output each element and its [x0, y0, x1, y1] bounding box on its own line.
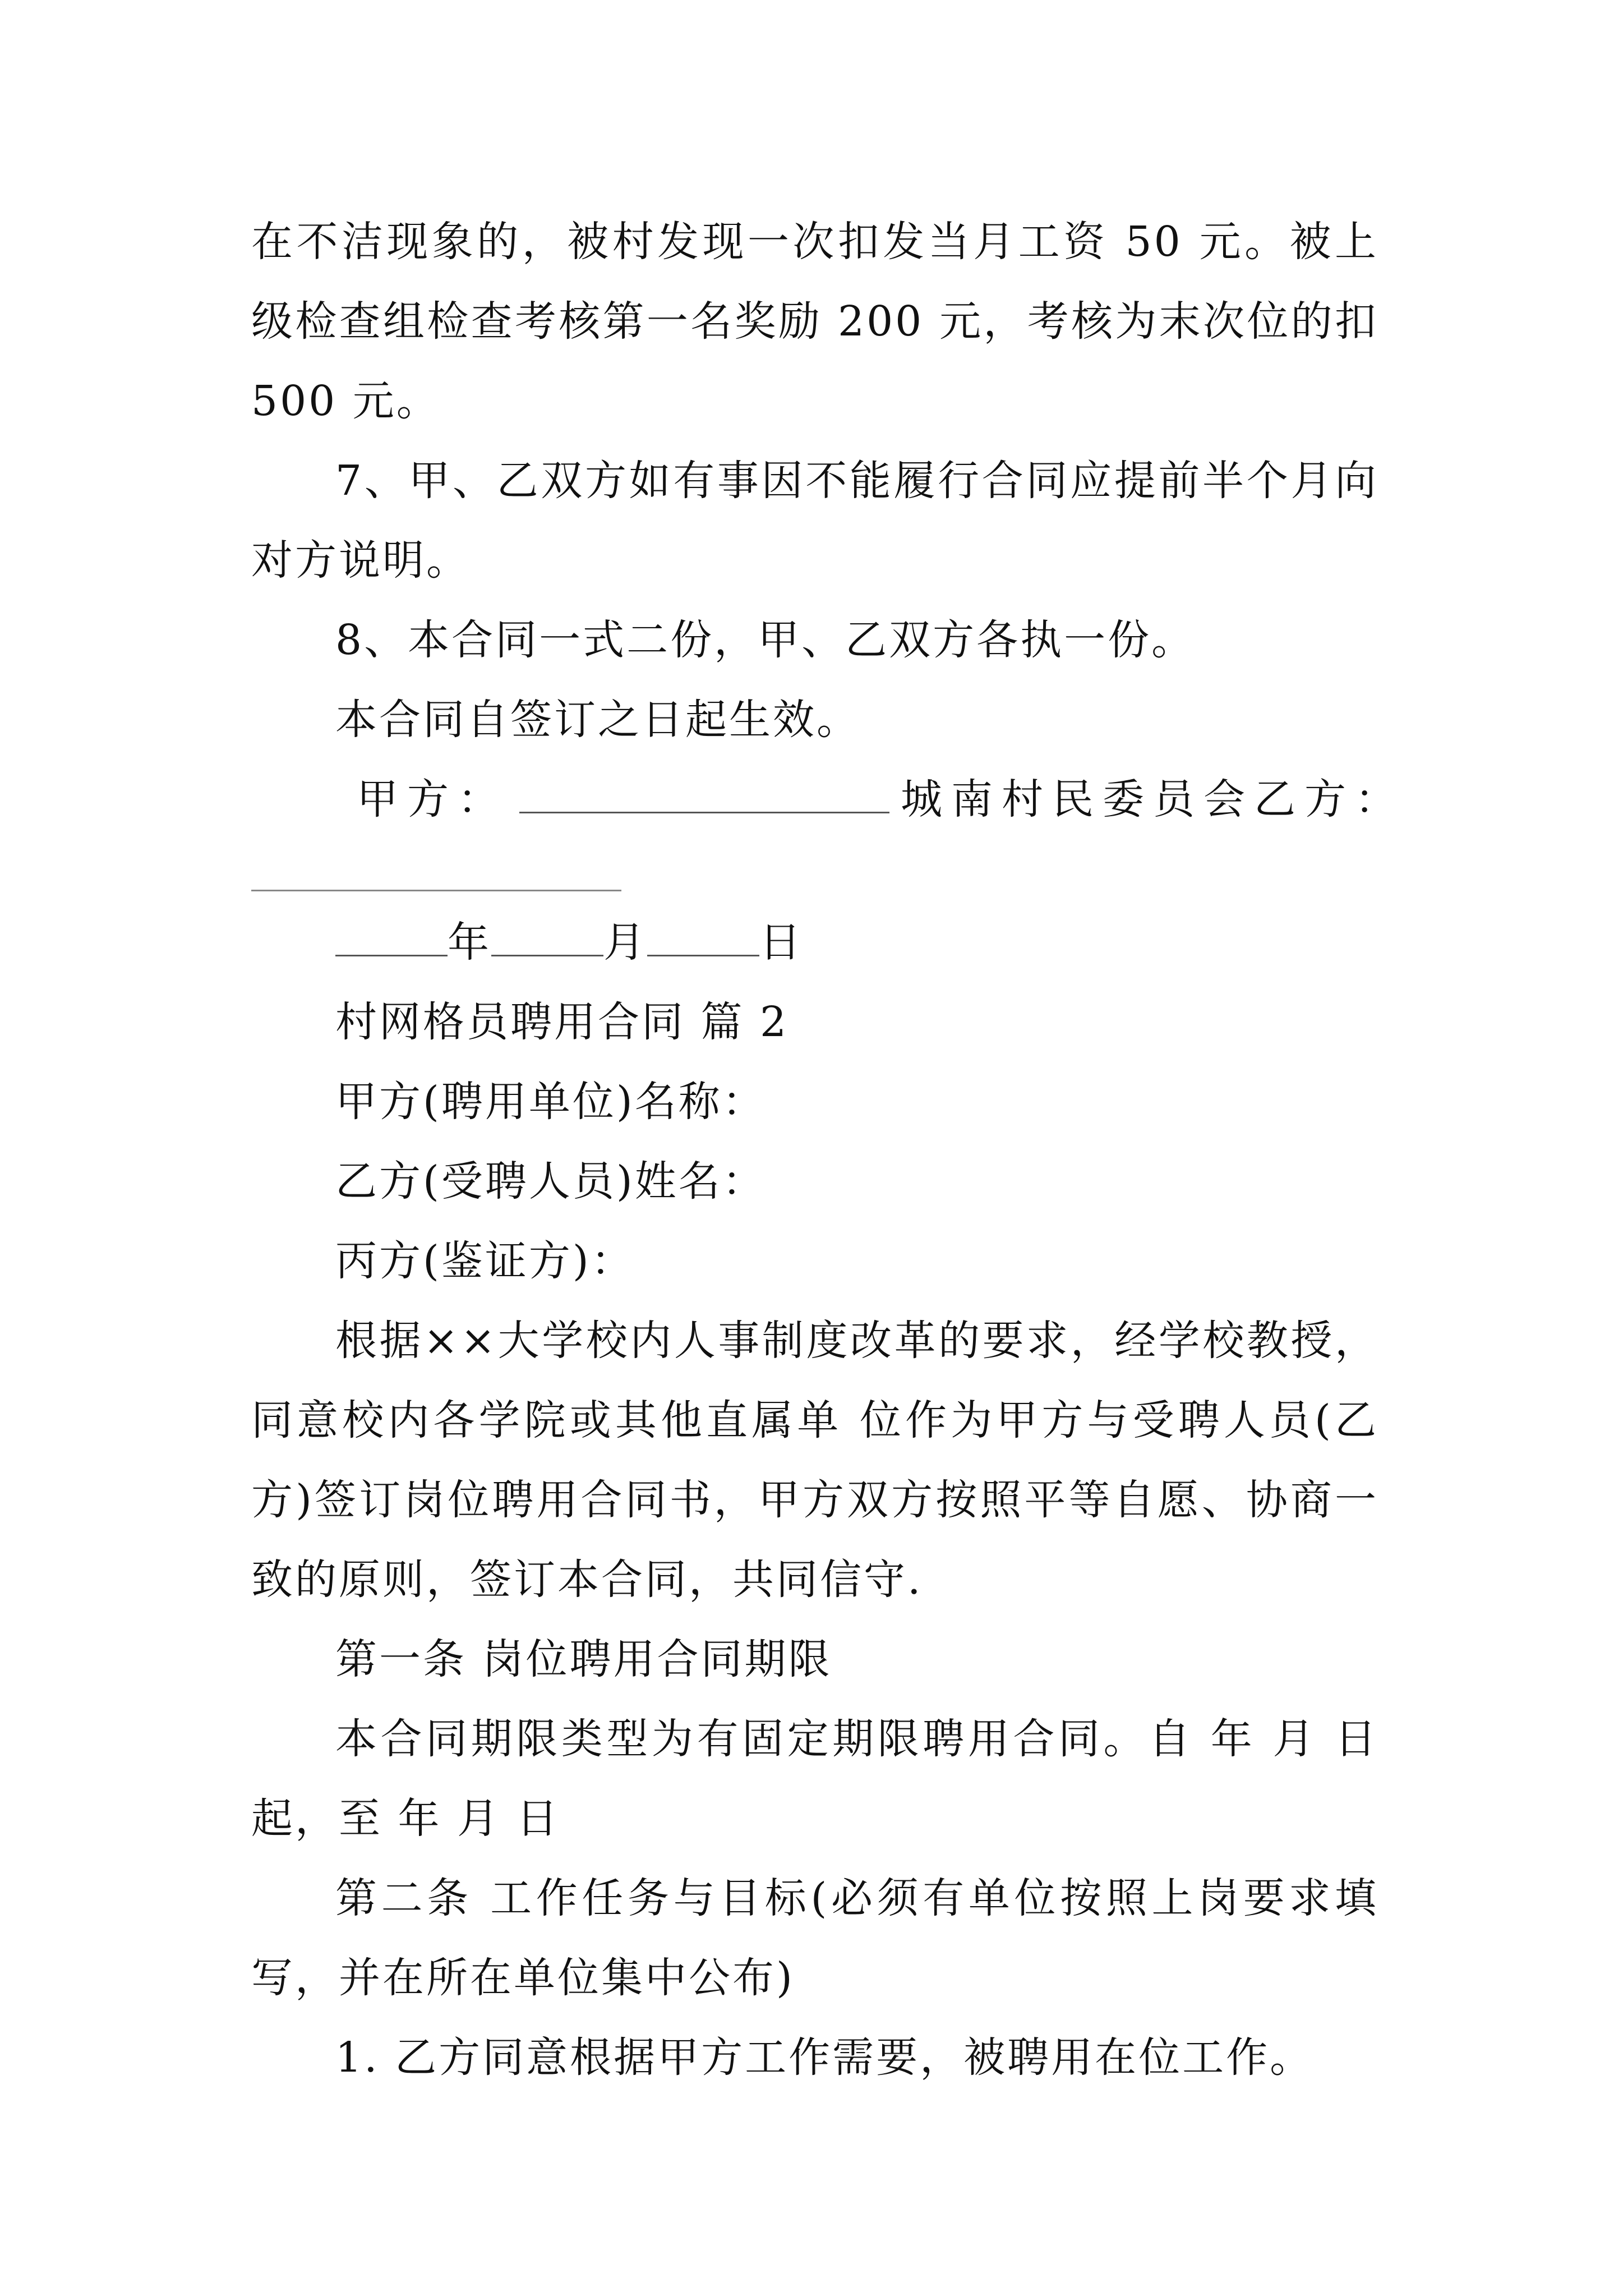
section-title: 村网格员聘用合同 篇 2 [335, 998, 789, 1046]
party-b-label: 乙方： [1254, 775, 1405, 823]
document-body [251, 202, 1405, 2097]
party-a-field: 甲方(聘用单位)名称： [335, 1078, 766, 1126]
paragraph-effective: 本合同自签订之日起生效。 [335, 696, 860, 744]
paragraph-penalty: 在不洁现象的，被村发现一次扣发当月工资 50 元。被上级检查组检查考核第一名奖励 200 元，考核为末次位的扣 500 元。 [251, 218, 1378, 425]
paragraph-intro: 根据××大学校内人事制度改革的要求，经学校教授，同意校内各学院或其他直属单 位作为甲方与受聘人员(乙方)签订岗位聘用合同书，甲方双方按照平等自愿、协商一致的原则，签订本合同，共同信守. [251, 1317, 1378, 1604]
article-2-title: 第二条 工作任务与目标(必须有单位按照上岗要求填写，并在所在单位集中公布) [251, 1874, 1378, 2002]
party-c-field: 丙方(鉴证方)： [335, 1237, 635, 1285]
day-blank [647, 921, 759, 956]
date-line [251, 903, 1378, 982]
signature-line [251, 760, 1405, 839]
month-label: 月 [603, 918, 647, 967]
article-1-text: 本合同期限类型为有固定期限聘用合同。自 年 月 日起，至 年 月 日 [251, 1715, 1378, 1843]
paragraph-clause-8: 8、本合同一式二份，甲、乙双方各执一份。 [335, 616, 1196, 664]
day-label: 日 [759, 918, 803, 967]
party-b-field: 乙方(受聘人员)姓名： [335, 1157, 766, 1205]
party-b-blank [251, 839, 621, 891]
article-1-title: 第一条 岗位聘用合同期限 [335, 1635, 832, 1683]
year-blank [335, 921, 448, 956]
year-label: 年 [448, 918, 491, 967]
party-a-blank [519, 778, 889, 813]
party-a-name: 城南村民委员会 [901, 775, 1254, 823]
party-a-label: 甲方： [357, 775, 508, 823]
month-blank [491, 921, 603, 956]
paragraph-clause-7: 7、甲、乙双方如有事因不能履行合同应提前半个月向对方说明。 [251, 457, 1378, 585]
article-2-item-1: 1. 乙方同意根据甲方工作需要，被聘用在位工作。 [335, 2033, 1314, 2082]
